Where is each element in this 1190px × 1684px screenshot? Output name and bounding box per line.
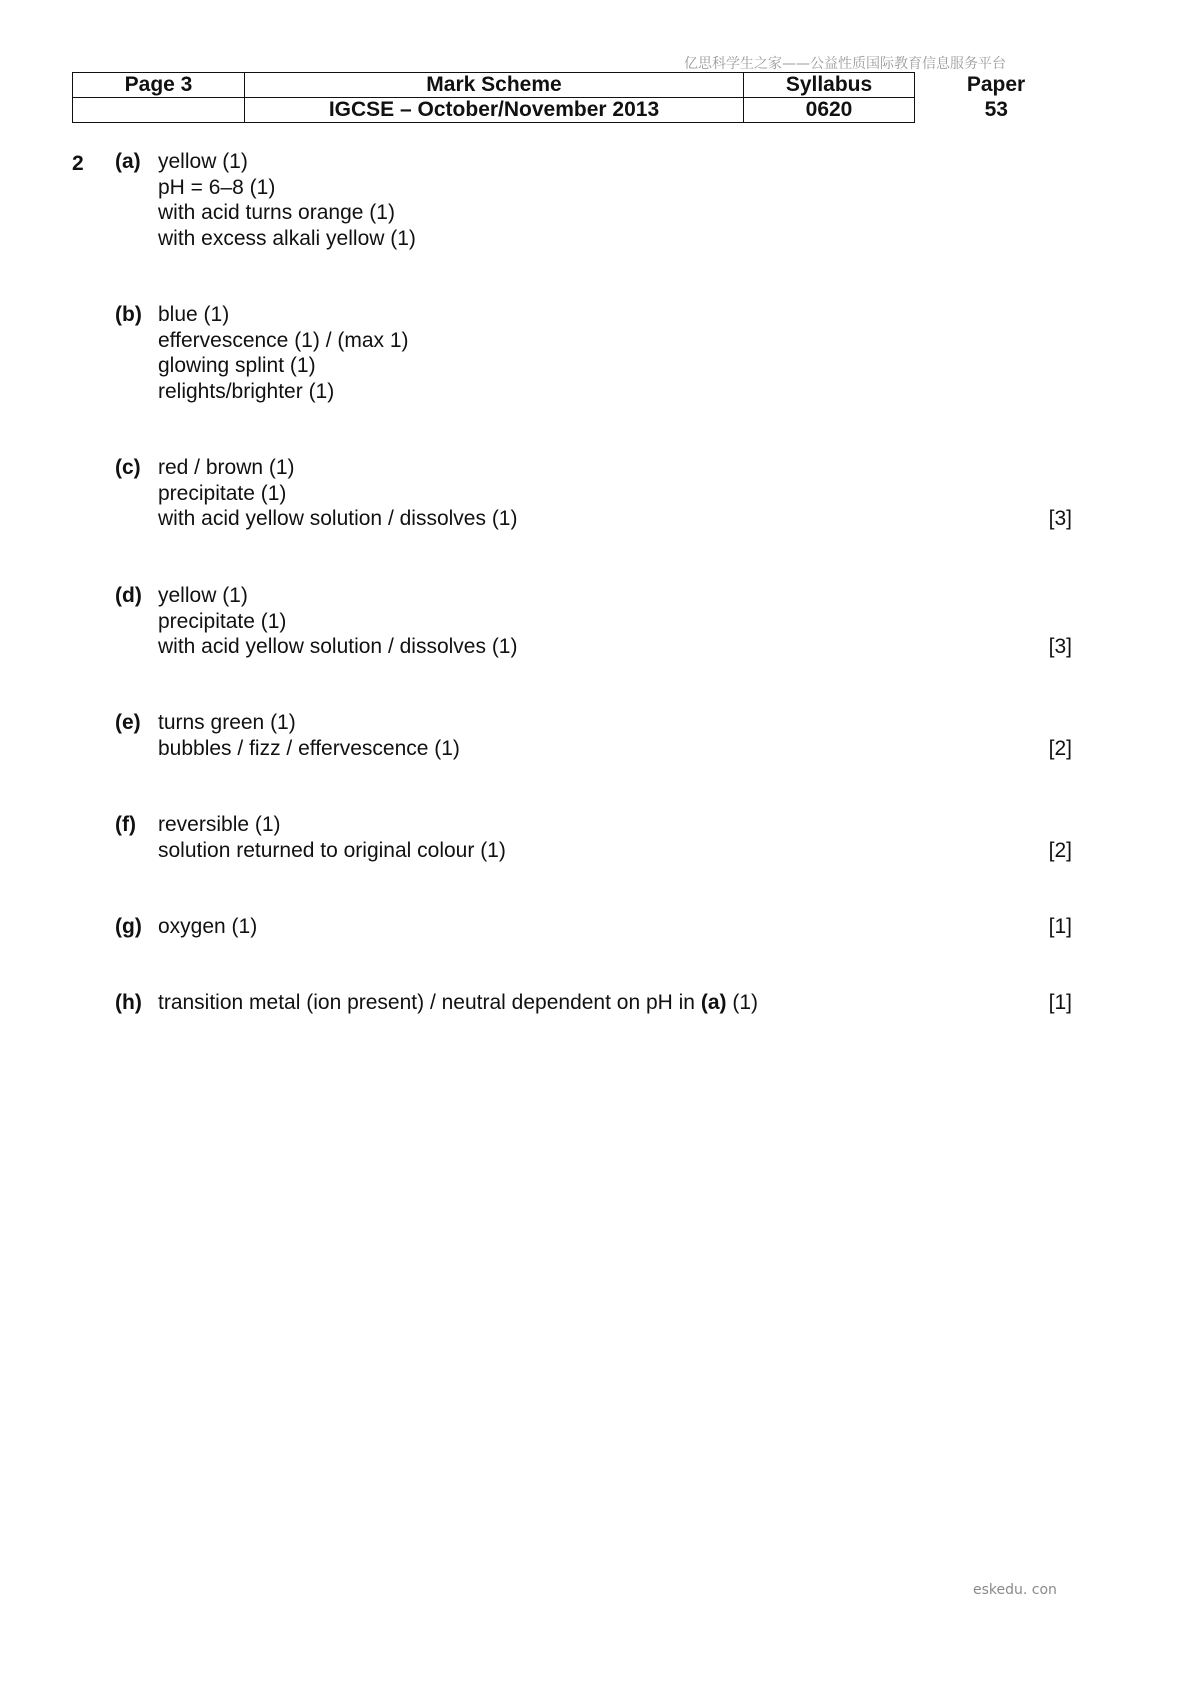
answer-line: red / brown (1) [158,456,295,479]
answer-line: oxygen (1) [158,915,258,938]
answer-lines [158,455,517,532]
answer-line: glowing splint (1) [158,354,316,377]
answer-line: turns green (1) [158,711,296,734]
answer-lines [158,812,506,863]
answer-line: yellow (1) [158,584,248,607]
answer-line: yellow (1) [158,150,248,173]
part-reference: (a) [700,991,727,1014]
answer-line: pH = 6–8 (1) [158,175,276,199]
answer-lines [158,302,409,404]
answer-line: relights/brighter (1) [158,379,335,403]
question-number: 2 [72,152,84,175]
marks-allocation: [3] [1048,507,1072,530]
answer-text: transition metal (ion present) / neutral dependent on pH in [158,991,701,1014]
part-letter: (c) [115,456,141,479]
part-letter: (e) [115,711,141,734]
part-letter: (f) [115,813,136,836]
answer-line: with excess alkali yellow (1) [158,226,416,250]
answer-line: blue (1) [158,303,230,326]
answer-lines [158,990,758,1016]
answer-line: solution returned to original colour (1) [158,838,506,862]
answer-line: reversible (1) [158,813,281,836]
answer-lines [158,149,416,251]
answer-lines [158,710,460,761]
header-table [72,72,1078,123]
part-letter: (h) [115,991,142,1014]
syllabus-label: Syllabus [744,73,915,98]
watermark-site: eskedu. con [973,1582,1057,1598]
answer-line: with acid turns orange (1) [158,201,395,224]
answer-line: precipitate (1) [158,609,287,633]
paper-number: 53 [984,98,1008,121]
answer-line: effervescence (1) / (max 1) [158,328,409,352]
part-letter: (b) [115,303,142,326]
part-letter: (a) [115,150,141,173]
marks-allocation: [2] [1048,838,1072,862]
exam-title: IGCSE – October/November 2013 [245,98,744,123]
paper-label: Paper [966,73,1026,96]
answer-text: (1) [726,991,758,1014]
watermark-text: 亿思科学生之家——公益性质国际教育信息服务平台 [684,56,1006,72]
answer-lines [158,583,517,660]
answer-line: with acid yellow solution / dissolves (1) [158,635,518,658]
marks-allocation: [1] [1048,915,1072,938]
answer-line: bubbles / fizz / effervescence (1) [158,736,460,760]
answer-line [158,990,758,1016]
empty-cell [73,98,245,123]
part-letter: (d) [115,584,142,607]
answer-line: precipitate (1) [158,481,287,505]
syllabus-code: 0620 [744,98,915,123]
marks-allocation: [2] [1048,736,1072,760]
marks-allocation: [3] [1048,635,1072,658]
answer-line: with acid yellow solution / dissolves (1) [158,507,518,530]
marks-allocation: [1] [1048,991,1072,1014]
part-letter: (g) [115,915,142,938]
answer-lines [158,914,257,940]
mark-scheme-label: Mark Scheme [245,73,744,98]
page-label: Page 3 [73,73,245,98]
